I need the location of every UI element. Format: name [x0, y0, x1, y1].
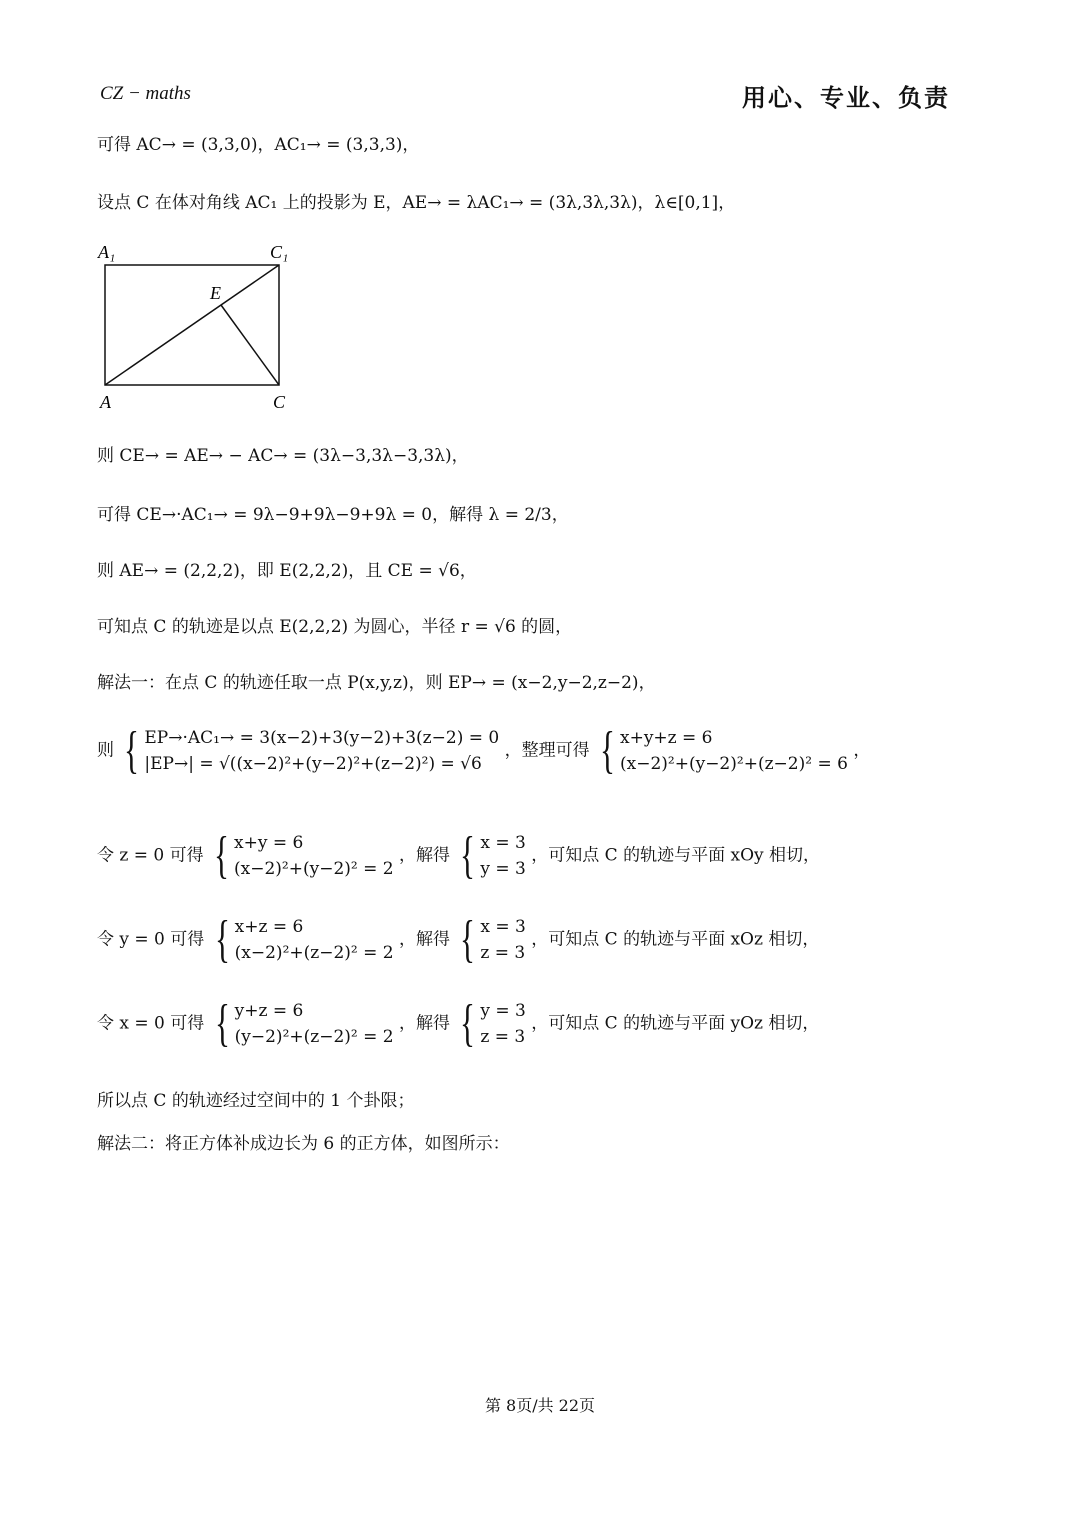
l9-end: ，可知点 C 的轨迹与平面 xOy 相切， [531, 845, 821, 866]
l10-system-2 [455, 911, 526, 968]
l10-mid: ，解得 [399, 929, 450, 950]
l11-eq3: y = 3 [480, 1001, 526, 1021]
l10-eq4: z = 3 [480, 943, 526, 963]
brace-icon: { [460, 911, 476, 968]
brace-icon: { [214, 995, 230, 1052]
label-c1: C₁ [270, 242, 289, 262]
text-line-9 [97, 827, 821, 884]
l10-system-1 [210, 911, 394, 968]
l11-mid: ，解得 [399, 1013, 450, 1034]
l11-end: ，可知点 C 的轨迹与平面 yOz 相切， [531, 1013, 820, 1034]
text-line-3: 则 CE→ = AE→ − AC→ = (3λ−3,3λ−3,3λ)， [97, 446, 469, 466]
l8-eq2: |EP→| = √((x−2)²+(y−2)²+(z−2)²) = √6 [144, 754, 482, 774]
l8-end: ， [853, 740, 871, 761]
l10-end: ，可知点 C 的轨迹与平面 xOz 相切， [531, 929, 820, 950]
l11-system-1 [210, 995, 394, 1052]
l11-system-2 [455, 995, 526, 1052]
segment-ce [221, 305, 279, 385]
l8-system-2 [595, 722, 848, 779]
header-right: 用心、专业、负责 [742, 84, 950, 112]
header-left: CZ − maths [100, 83, 191, 104]
text-line-10 [97, 911, 820, 968]
brace-icon: { [214, 911, 230, 968]
l9-system-2 [455, 827, 526, 884]
rectangle-figure [90, 238, 320, 418]
l8-eq3: x+y+z = 6 [619, 728, 713, 748]
l9-eq3: x = 3 [480, 833, 526, 853]
l9-system-1 [209, 827, 394, 884]
l10-prefix: 令 y = 0 可得 [97, 929, 205, 950]
label-e: E [210, 283, 221, 303]
brace-icon: { [600, 722, 615, 779]
label-a: A [100, 392, 111, 412]
text-line-11 [97, 995, 820, 1052]
text-line-12: 所以点 C 的轨迹经过空间中的 1 个卦限； [97, 1091, 415, 1111]
l11-eq1: y+z = 6 [234, 1001, 304, 1021]
l10-eq2: (x−2)²+(z−2)² = 2 [234, 943, 394, 963]
l8-system-1 [119, 722, 500, 779]
l8-prefix: 则 [97, 740, 114, 761]
l8-mid: ，整理可得 [504, 740, 590, 761]
l8-eq4: (x−2)²+(y−2)²+(z−2)² = 6 [619, 754, 848, 774]
l9-prefix: 令 z = 0 可得 [97, 845, 204, 866]
brace-icon: { [214, 827, 230, 884]
page-number: 第 8页/共 22页 [484, 1396, 596, 1415]
l10-eq3: x = 3 [480, 917, 526, 937]
l11-eq4: z = 3 [480, 1027, 526, 1047]
brace-icon: { [124, 722, 140, 779]
l11-eq2: (y−2)²+(z−2)² = 2 [234, 1027, 394, 1047]
l11-prefix: 令 x = 0 可得 [97, 1013, 205, 1034]
brace-icon: { [460, 995, 476, 1052]
l9-eq1: x+y = 6 [234, 833, 304, 853]
text-line-7: 解法一：在点 C 的轨迹任取一点 P(x,y,z)，则 EP→ = (x−2,y−2,z−2)， [97, 673, 656, 693]
text-line-2: 设点 C 在体对角线 AC₁ 上的投影为 E，AE→ = λAC₁→ = (3λ,3λ,3λ)，λ∈[0,1]， [97, 193, 736, 213]
text-line-8 [97, 722, 871, 779]
l9-eq2: (x−2)²+(y−2)² = 2 [234, 859, 394, 879]
text-line-13: 解法二：将正方体补成边长为 6 的正方体，如图所示： [97, 1134, 510, 1154]
text-line-5: 则 AE→ = (2,2,2)，即 E(2,2,2)，且 CE = √6， [97, 561, 477, 581]
l9-mid: ，解得 [399, 845, 451, 866]
l10-eq1: x+z = 6 [234, 917, 304, 937]
text-line-6: 可知点 C 的轨迹是以点 E(2,2,2) 为圆心，半径 r = √6 的圆， [97, 617, 573, 637]
label-c: C [273, 392, 286, 412]
brace-icon: { [460, 827, 476, 884]
label-a1: A₁ [98, 242, 116, 262]
l8-eq1: EP→·AC₁→ = 3(x−2)+3(y−2)+3(z−2) = 0 [144, 728, 500, 748]
diagonal-ac1 [105, 265, 279, 385]
text-line-1: 可得 AC→ = (3,3,0)，AC₁→ = (3,3,3)， [97, 135, 420, 155]
l9-eq4: y = 3 [480, 859, 526, 879]
text-line-4: 可得 CE→·AC₁→ = 9λ−9+9λ−9+9λ = 0，解得 λ = 2/3， [97, 505, 569, 525]
